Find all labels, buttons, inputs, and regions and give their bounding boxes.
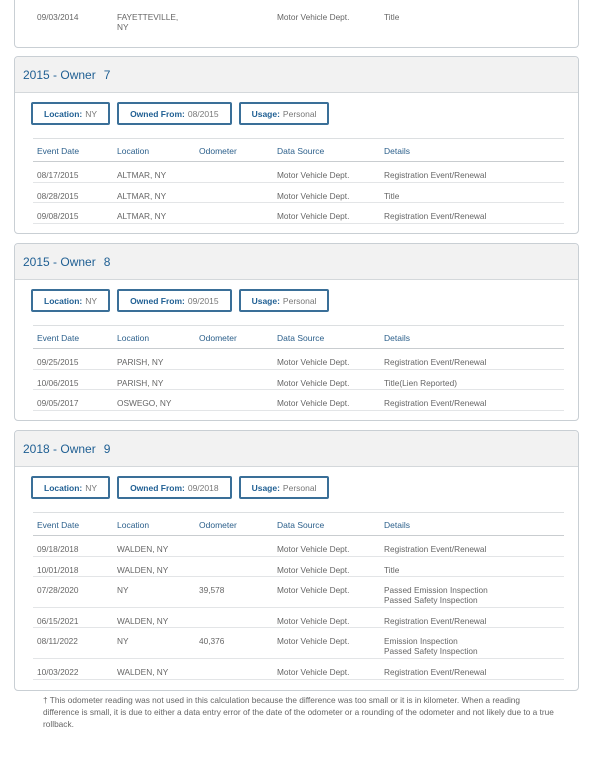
events-table (33, 325, 564, 411)
event-location: NY (117, 636, 129, 646)
event-source: Motor Vehicle Dept. (277, 191, 350, 201)
event-source: Motor Vehicle Dept. (277, 616, 350, 626)
owner-panel (14, 56, 579, 234)
event-source: Motor Vehicle Dept. (277, 378, 350, 388)
event-source: Motor Vehicle Dept. (277, 12, 350, 22)
event-source: Motor Vehicle Dept. (277, 357, 350, 367)
usage-badge (239, 289, 330, 312)
table-row (33, 390, 564, 411)
owned-from-label: Owned From: (130, 482, 185, 493)
usage-value: Personal (282, 482, 317, 493)
table-row (33, 628, 564, 659)
event-odometer: 39,578 (199, 585, 225, 595)
previous-owner-panel (14, 0, 579, 48)
event-date: 09/08/2015 (37, 211, 79, 221)
event-details: Registration Event/Renewal (384, 211, 487, 221)
owned-from-label: Owned From: (130, 295, 185, 306)
column-header: Odometer (199, 520, 237, 530)
owner-number: 7 (103, 68, 111, 82)
table-row (33, 536, 564, 557)
column-header: Data Source (277, 146, 325, 156)
event-date: 08/28/2015 (37, 191, 79, 201)
footnote: † This odometer reading was not used in this calculation because the difference was too small or it is in kilometer. When a reading difference is small, it is due to either a data entry error of the date of the odometer or a rounding of the odometer and not likely due to a true rollback. (43, 695, 554, 729)
location-value: NY (85, 295, 98, 306)
event-source: Motor Vehicle Dept. (277, 170, 350, 180)
usage-label: Usage: (251, 108, 280, 119)
owner-header (15, 57, 578, 93)
event-source: Motor Vehicle Dept. (277, 211, 350, 221)
table-header (33, 325, 564, 349)
event-details: Title(Lien Reported) (384, 378, 458, 388)
event-date: 10/06/2015 (37, 378, 79, 388)
column-header: Event Date (37, 333, 80, 343)
column-header: Data Source (277, 520, 325, 530)
events-table (33, 138, 564, 224)
usage-value: Personal (282, 108, 317, 119)
event-location: PARISH, NY (117, 378, 164, 388)
column-header: Details (384, 520, 410, 530)
event-details: Registration Event/Renewal (384, 357, 487, 367)
event-odometer: 40,376 (199, 636, 225, 646)
location-label: Location: (44, 482, 83, 493)
event-date: 09/25/2015 (37, 357, 79, 367)
location-label: Location: (44, 295, 83, 306)
event-location: FAYETTEVILLE, NY (117, 12, 179, 32)
event-source: Motor Vehicle Dept. (277, 398, 350, 408)
owner-badges (31, 102, 329, 125)
owner-year: 2018 - Owner (23, 442, 96, 456)
column-header: Odometer (199, 146, 237, 156)
column-header: Odometer (199, 333, 237, 343)
owner-badges (31, 476, 329, 499)
location-badge (31, 476, 110, 499)
table-row (33, 608, 564, 628)
event-location: ALTMAR, NY (117, 170, 167, 180)
column-header: Data Source (277, 333, 325, 343)
table-row (33, 349, 564, 370)
location-badge (31, 102, 110, 125)
owned-from-value: 08/2015 (187, 108, 219, 119)
event-location: ALTMAR, NY (117, 211, 167, 221)
table-row (33, 203, 564, 224)
column-header: Event Date (37, 520, 80, 530)
owner-panel (14, 243, 579, 421)
event-details: Emission Inspection Passed Safety Inspection (384, 636, 478, 656)
column-header: Location (117, 333, 150, 343)
event-location: NY (117, 585, 129, 595)
event-details: Registration Event/Renewal (384, 170, 487, 180)
location-value: NY (85, 108, 98, 119)
event-source: Motor Vehicle Dept. (277, 585, 350, 595)
event-details: Registration Event/Renewal (384, 616, 487, 626)
column-header: Details (384, 333, 410, 343)
event-details: Registration Event/Renewal (384, 398, 487, 408)
event-details: Title (384, 565, 400, 575)
location-value: NY (85, 482, 98, 493)
column-header: Location (117, 146, 150, 156)
event-details: Registration Event/Renewal (384, 544, 487, 554)
table-row (33, 0, 564, 38)
owner-number: 9 (103, 442, 111, 456)
owner-header (15, 431, 578, 467)
table-row (33, 370, 564, 390)
events-table (33, 512, 564, 680)
owner-number: 8 (103, 255, 111, 269)
event-details: Passed Emission Inspection Passed Safety Inspection (384, 585, 488, 605)
location-label: Location: (44, 108, 83, 119)
event-date: 09/05/2017 (37, 398, 79, 408)
usage-label: Usage: (251, 482, 280, 493)
event-source: Motor Vehicle Dept. (277, 565, 350, 575)
event-date: 08/17/2015 (37, 170, 79, 180)
owner-year: 2015 - Owner (23, 255, 96, 269)
owned-from-label: Owned From: (130, 108, 185, 119)
owner-panel (14, 430, 579, 691)
event-source: Motor Vehicle Dept. (277, 667, 350, 677)
owned-from-badge (117, 289, 232, 312)
column-header: Location (117, 520, 150, 530)
owned-from-badge (117, 102, 232, 125)
event-source: Motor Vehicle Dept. (277, 636, 350, 646)
owned-from-value: 09/2018 (187, 482, 219, 493)
event-date: 06/15/2021 (37, 616, 79, 626)
event-location: WALDEN, NY (117, 565, 169, 575)
usage-badge (239, 102, 330, 125)
owner-year: 2015 - Owner (23, 68, 96, 82)
owned-from-value: 09/2015 (187, 295, 219, 306)
event-location: WALDEN, NY (117, 544, 169, 554)
event-date: 08/11/2022 (37, 636, 78, 646)
location-badge (31, 289, 110, 312)
event-date: 09/03/2014 (37, 12, 79, 22)
event-details: Registration Event/Renewal (384, 667, 487, 677)
event-location: PARISH, NY (117, 357, 164, 367)
table-row (33, 577, 564, 608)
event-details: Title (384, 12, 400, 22)
owner-badges (31, 289, 329, 312)
event-location: WALDEN, NY (117, 667, 169, 677)
event-location: OSWEGO, NY (117, 398, 172, 408)
column-header: Event Date (37, 146, 80, 156)
owner-header (15, 244, 578, 280)
table-header (33, 512, 564, 536)
table-row (33, 659, 564, 680)
usage-label: Usage: (251, 295, 280, 306)
event-date: 07/28/2020 (37, 585, 79, 595)
table-header (33, 138, 564, 162)
owned-from-badge (117, 476, 232, 499)
table-row (33, 557, 564, 577)
table-row (33, 162, 564, 183)
usage-badge (239, 476, 330, 499)
event-date: 10/01/2018 (37, 565, 79, 575)
event-source: Motor Vehicle Dept. (277, 544, 350, 554)
event-location: WALDEN, NY (117, 616, 169, 626)
usage-value: Personal (282, 295, 317, 306)
table-row (33, 183, 564, 203)
event-location: ALTMAR, NY (117, 191, 167, 201)
event-details: Title (384, 191, 400, 201)
event-date: 09/18/2018 (37, 544, 79, 554)
event-date: 10/03/2022 (37, 667, 79, 677)
column-header: Details (384, 146, 410, 156)
